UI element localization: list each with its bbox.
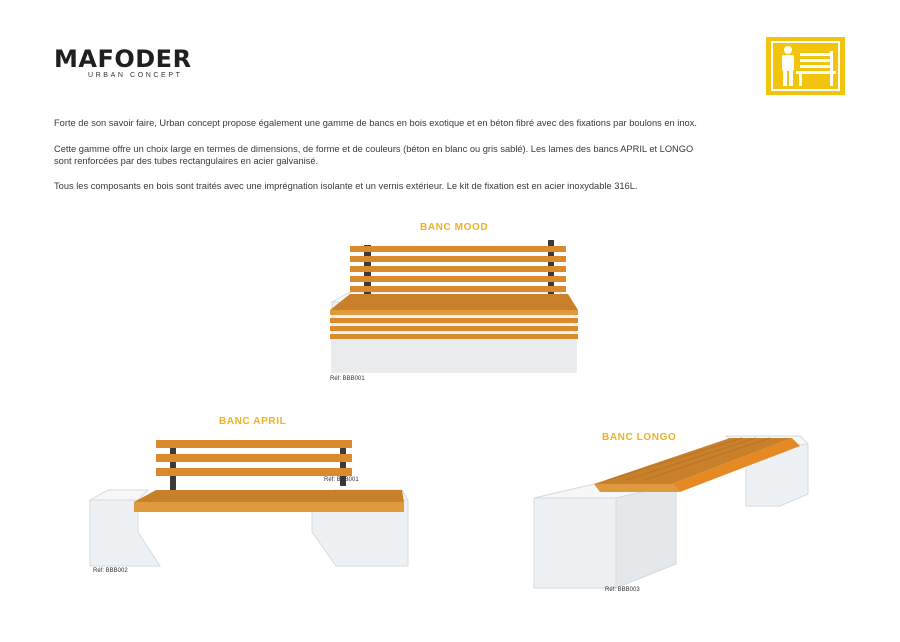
april-title: BANC APRIL bbox=[219, 416, 287, 427]
april-overlap-ref: Réf: BBB001 bbox=[324, 477, 359, 483]
april-bench-image bbox=[90, 436, 410, 571]
mood-ref: Réf: BBB001 bbox=[330, 376, 365, 382]
treatment-paragraph: Tous les composants en bois sont traités avec une imprégnation isolante et un vernis extérieur. Le kit de fixation est en acier inoxydable 316L. bbox=[54, 181, 638, 191]
brand-name: MAFODER bbox=[54, 45, 192, 73]
longo-title: BANC LONGO bbox=[602, 432, 677, 443]
mood-title: BANC MOOD bbox=[420, 222, 489, 233]
april-ref: Réf: BBB002 bbox=[93, 568, 128, 574]
intro-paragraph: Forte de son savoir faire, Urban concept propose également une gamme de bancs en bois exotique et en béton fibré avec des fixations par boulons en inox. bbox=[54, 118, 697, 128]
longo-ref: Réf: BBB003 bbox=[605, 587, 640, 593]
longo-bench-image bbox=[530, 432, 812, 590]
person-bench-icon bbox=[766, 37, 845, 95]
range-paragraph-line2: sont renforcées par des tubes rectangulaires en acier galvanisé. bbox=[54, 156, 319, 166]
brand-tagline: URBAN CONCEPT bbox=[88, 72, 183, 79]
brand-logo bbox=[54, 46, 204, 79]
range-paragraph-line1: Cette gamme offre un choix large en termes de dimensions, de forme et de couleurs (béton en blanc ou gris sablé). Les lames des bancs APRIL et LONGO bbox=[54, 144, 694, 154]
mood-bench-image bbox=[320, 240, 580, 375]
